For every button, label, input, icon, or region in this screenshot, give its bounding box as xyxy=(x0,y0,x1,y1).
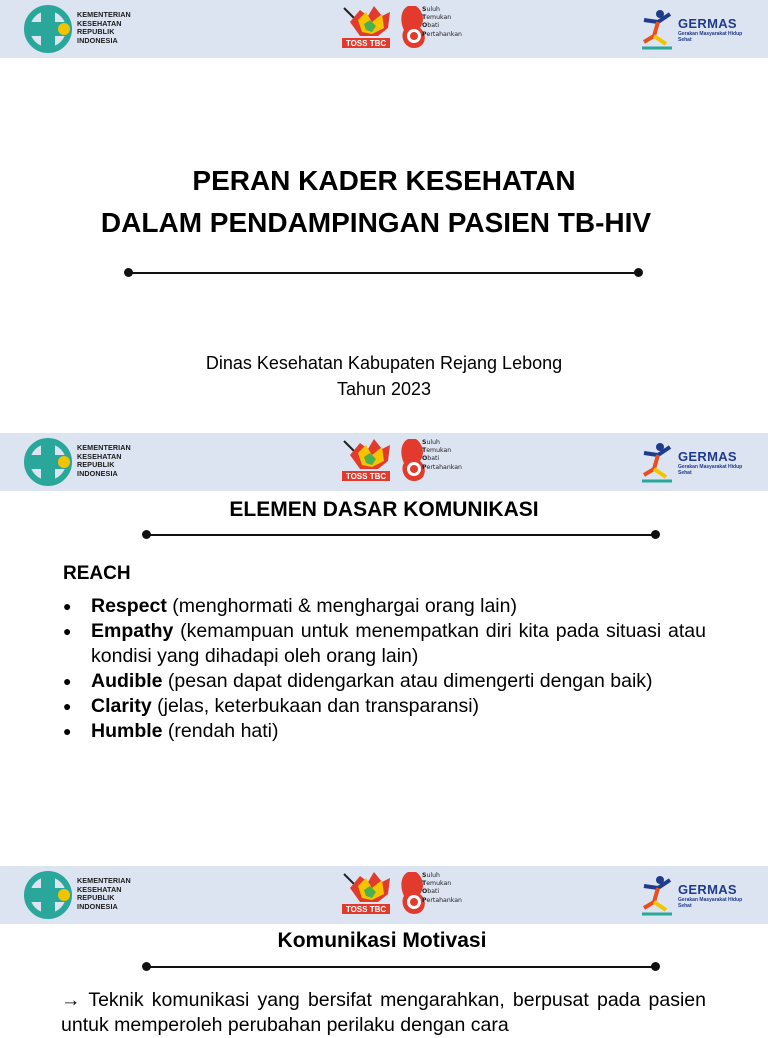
divider-dot-left xyxy=(142,530,151,539)
toss-tbc-label: TOSS TBC xyxy=(345,39,387,48)
germas-logo xyxy=(640,441,750,483)
stop-acronym: Suluh Temukan Obati Pertahankan xyxy=(422,872,462,904)
slide1-title-line2: DALAM PENDAMPINGAN PASIEN TB-HIV xyxy=(100,207,652,238)
germas-tagline: Gerakan Masyarakat Hidup Sehat xyxy=(678,464,743,476)
slide3-paragraph: → Teknik komunikasi yang bersifat mengarahkan, berpusat pada pasien untuk memperoleh perubahan perilaku dengan cara xyxy=(61,989,706,1036)
divider-dot-right xyxy=(634,268,643,277)
stop-acronym: Suluh Temukan Obati Pertahankan xyxy=(422,6,462,38)
slide2-divider xyxy=(146,534,656,536)
germas-wordmark: GERMAS xyxy=(678,16,737,31)
slide-1 xyxy=(0,0,768,410)
kemkes-logo-icon xyxy=(24,438,72,486)
kemkes-name: KEMENTERIAN KESEHATAN REPUBLIK INDONESIA xyxy=(77,443,131,478)
kemkes-name: KEMENTERIAN KESEHATAN REPUBLIK INDONESIA xyxy=(77,876,131,911)
toss-tbc-label: TOSS TBC xyxy=(345,472,387,481)
slide1-org: Dinas Kesehatan Kabupaten Rejang Lebong xyxy=(205,353,563,373)
list-item: ● Respect (menghormati & menghargai orang lain) xyxy=(63,594,706,619)
list-item: ● Empathy (kemampuan untuk menempatkan diri kita pada situasi atau kondisi yang dihadapi oleh orang lain) xyxy=(63,619,706,669)
germas-figure-icon xyxy=(640,874,676,916)
slide-3 xyxy=(0,866,768,1036)
toss-stop-logos xyxy=(338,2,478,56)
slide-header xyxy=(0,866,768,924)
list-item: ● Clarity (jelas, keterbukaan dan transparansi) xyxy=(63,694,706,719)
germas-figure-icon xyxy=(640,8,676,50)
kemkes-logo-icon xyxy=(24,5,72,53)
reach-heading: REACH xyxy=(63,563,131,584)
stop-acronym: Suluh Temukan Obati Pertahankan xyxy=(422,439,462,471)
divider-dot-left xyxy=(142,962,151,971)
slide3-divider xyxy=(146,966,656,968)
kemkes-name: KEMENTERIAN KESEHATAN REPUBLIK INDONESIA xyxy=(77,10,131,45)
germas-tagline: Gerakan Masyarakat Hidup Sehat xyxy=(678,31,743,43)
toss-tbc-label: TOSS TBC xyxy=(345,905,387,914)
slide3-title: Komunikasi Motivasi xyxy=(277,929,487,952)
germas-wordmark: GERMAS xyxy=(678,449,737,464)
list-item: ● Audible (pesan dapat didengarkan atau dimengerti dengan baik) xyxy=(63,669,706,694)
germas-logo xyxy=(640,8,750,50)
toss-stop-logos xyxy=(338,868,478,922)
germas-logo xyxy=(640,874,750,916)
slide1-year: Tahun 2023 xyxy=(336,379,432,399)
germas-wordmark: GERMAS xyxy=(678,882,737,897)
slide1-divider xyxy=(128,272,638,274)
kemkes-logo-icon xyxy=(24,871,72,919)
divider-dot-left xyxy=(124,268,133,277)
list-item: ● Humble (rendah hati) xyxy=(63,719,706,744)
reach-list xyxy=(63,594,706,744)
slide-header xyxy=(0,0,768,58)
divider-dot-right xyxy=(651,530,660,539)
germas-figure-icon xyxy=(640,441,676,483)
slide-header xyxy=(0,433,768,491)
germas-tagline: Gerakan Masyarakat Hidup Sehat xyxy=(678,897,743,909)
slide2-title: ELEMEN DASAR KOMUNIKASI xyxy=(229,498,539,521)
slide1-title-line1: PERAN KADER KESEHATAN xyxy=(192,165,576,196)
divider-dot-right xyxy=(651,962,660,971)
toss-stop-logos xyxy=(338,435,478,489)
slide-2 xyxy=(0,433,768,843)
